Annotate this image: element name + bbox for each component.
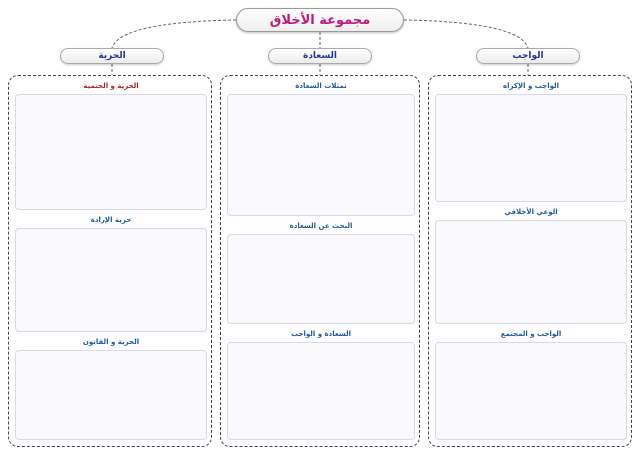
section-header-freedom-3 — [15, 336, 207, 347]
connector-right — [404, 20, 528, 48]
section-header-duty-1 — [435, 80, 627, 91]
section-header-duty-2 — [435, 206, 627, 217]
column-freedom — [8, 75, 212, 447]
column-header-happiness-label: السعادة — [303, 51, 338, 61]
column-header-happiness — [268, 48, 372, 64]
column-header-freedom-label: الحرية — [98, 51, 126, 61]
section-header-happiness-1 — [227, 80, 415, 91]
section-title: الحرية و الحتمية — [83, 81, 139, 90]
text-block — [227, 94, 415, 216]
text-block — [15, 350, 207, 440]
column-header-duty-label: الواجب — [512, 51, 544, 61]
text-block — [435, 94, 627, 202]
section-title: الوعي الأخلاقي — [504, 207, 558, 216]
text-block — [227, 342, 415, 440]
column-duty — [428, 75, 632, 447]
text-block — [15, 94, 207, 210]
section-title: السعادة و الواجب — [291, 329, 351, 338]
text-block — [435, 342, 627, 440]
section-title: البحث عن السعادة — [289, 221, 353, 230]
connector-left — [112, 20, 236, 48]
section-title: حرية الإرادة — [90, 215, 132, 224]
text-block — [435, 220, 627, 324]
section-header-happiness-2 — [227, 220, 415, 231]
section-title: الواجب و الإكراه — [502, 81, 560, 90]
text-block — [15, 228, 207, 332]
section-header-happiness-3 — [227, 328, 415, 339]
section-title: تمثلات السعادة — [295, 81, 347, 90]
section-title: الواجب و المجتمع — [500, 329, 562, 338]
column-happiness — [220, 75, 420, 447]
column-header-freedom — [60, 48, 164, 64]
section-header-duty-3 — [435, 328, 627, 339]
page-title: مجموعة الأخلاق — [269, 12, 371, 28]
section-title: الحرية و القانون — [82, 337, 140, 346]
column-header-duty — [476, 48, 580, 64]
section-header-freedom-1 — [15, 80, 207, 91]
section-header-freedom-2 — [15, 214, 207, 225]
text-block — [227, 234, 415, 324]
